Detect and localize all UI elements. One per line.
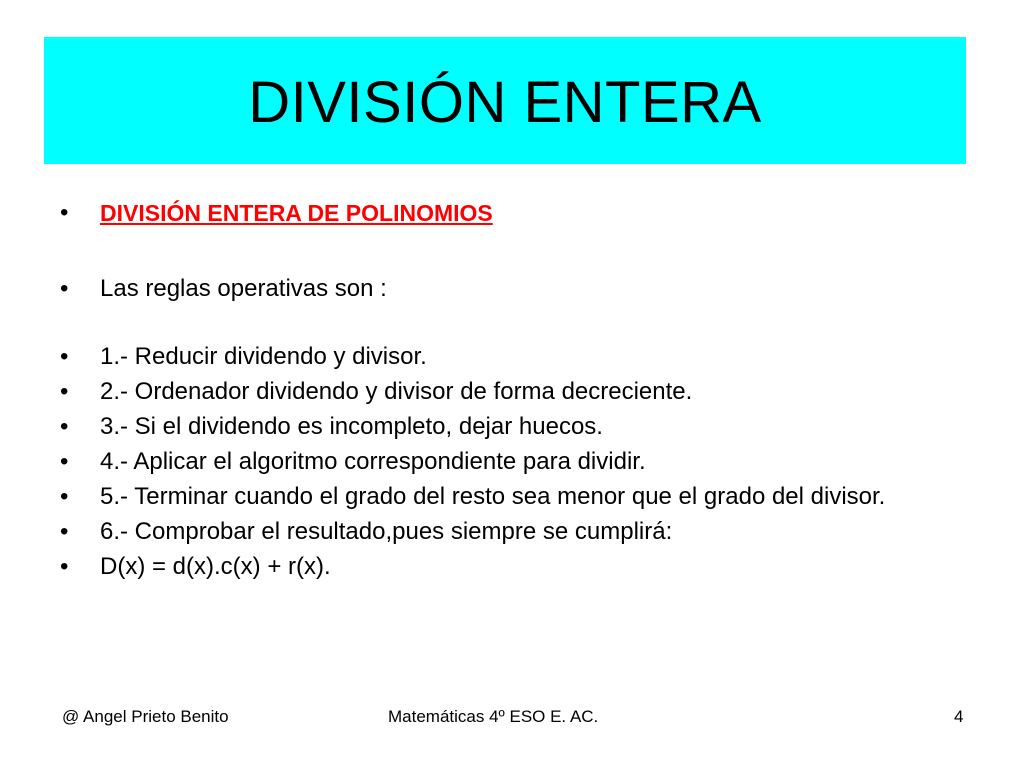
rule-text: 5.- Terminar cuando el grado del resto sea menor que el grado del divisor. [100,483,886,510]
formula-text: D(x) = d(x).c(x) + r(x). [100,553,331,580]
list-item-intro [60,275,960,303]
rule-text: 3.- Si el dividendo es incompleto, dejar huecos. [100,413,603,440]
list-item-heading [60,199,960,228]
rule-text: 2.- Ordenador dividendo y divisor de forma decreciente. [100,378,693,405]
list-item-rule-6 [60,518,960,546]
list-item-rule-1 [60,343,960,371]
rule-text: 6.- Comprobar el resultado,pues siempre se cumplirá: [100,518,673,545]
rule-text: 4.- Aplicar el algoritmo correspondiente para dividir. [100,448,646,475]
rule-text: 1.- Reducir dividendo y divisor. [100,343,427,370]
bullet-list [60,199,960,581]
title-banner [44,37,966,164]
bullet-icon: • [60,518,69,545]
bullet-icon: • [60,413,69,440]
list-item-rule-2 [60,378,960,406]
bullet-icon: • [60,199,69,226]
footer-author: @ Angel Prieto Benito [62,707,229,726]
list-item-rule-3 [60,413,960,441]
bullet-icon: • [60,378,69,405]
bullet-icon: • [60,343,69,370]
bullet-icon: • [60,275,69,302]
list-item-rule-5 [60,483,960,511]
list-item-formula [60,553,960,581]
intro-text: Las reglas operativas son : [100,275,387,302]
bullet-icon: • [60,483,69,510]
slide-title: DIVISIÓN ENTERA [248,69,762,135]
footer-page-number: 4 [954,707,964,726]
bullet-icon: • [60,448,69,475]
footer-course: Matemáticas 4º ESO E. AC. [388,707,599,726]
section-heading: DIVISIÓN ENTERA DE POLINOMIOS [100,200,493,226]
list-item-rule-4 [60,448,960,476]
bullet-icon: • [60,553,69,580]
